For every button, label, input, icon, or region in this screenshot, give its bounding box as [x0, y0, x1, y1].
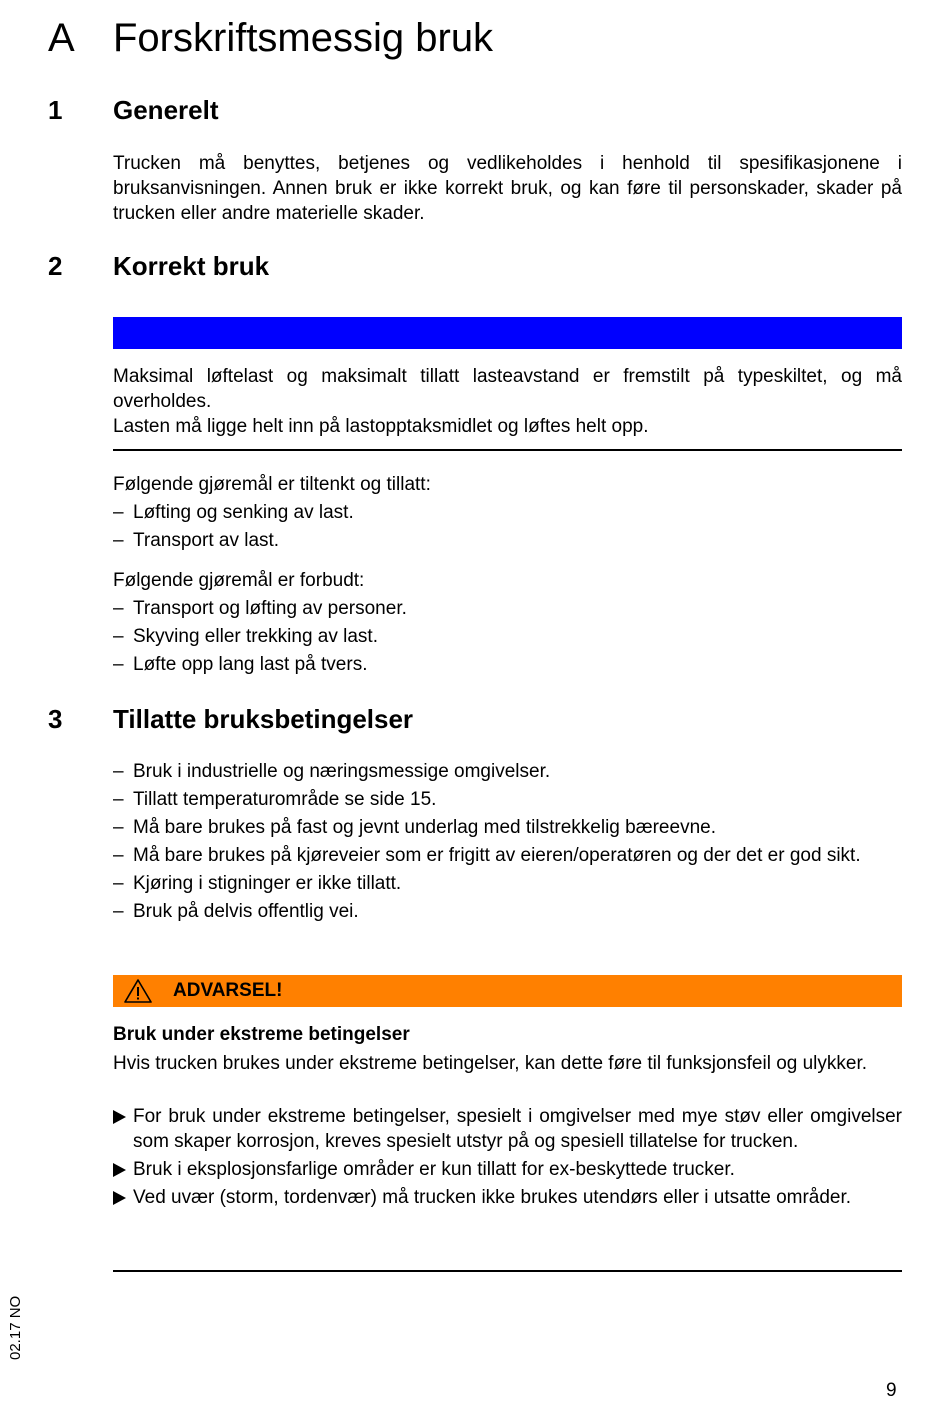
list-item: – Skyving eller trekking av last.: [113, 626, 378, 647]
list-item: – Løfte opp lang last på tvers.: [113, 654, 368, 675]
list-item: Ved uvær (storm, tordenvær) må trucken ikke brukes utendørs eller i utsatte områder.: [113, 1185, 902, 1210]
list-item: – Transport og løfting av personer.: [113, 598, 407, 619]
warning-actions: [113, 1104, 902, 1210]
warning-divider: [113, 1270, 902, 1272]
list-item: – Bruk på delvis offentlig vei.: [113, 901, 359, 922]
notice-bar: [113, 317, 902, 349]
warning-label: ADVARSEL!: [173, 980, 283, 1001]
chapter-title: Forskriftsmessig bruk: [113, 16, 494, 60]
forbidden-list: [113, 597, 902, 677]
allowed-intro: Følgende gjøremål er tiltenkt og tillatt:: [113, 474, 431, 495]
list-item: – Bruk i industrielle og næringsmessige omgivelser.: [113, 761, 551, 782]
section-1-title: Generelt: [113, 95, 219, 125]
list-item: – Transport av last.: [113, 530, 280, 551]
document-code: 02.17 NO: [7, 1295, 24, 1360]
notice-line-1: Maksimal løftelast og maksimalt tillatt lasteavstand er fremstilt på typeskiltet, og må overholdes.: [113, 366, 902, 412]
list-item: – Må bare brukes på kjøreveier som er frigitt av eieren/operatøren og der det er god sikt.: [113, 845, 861, 866]
arrow-bullet-icon: [113, 1110, 126, 1124]
section-2-title: Korrekt bruk: [113, 251, 270, 281]
arrow-bullet-icon: [113, 1191, 126, 1205]
section-3-title: Tillatte bruksbetingelser: [113, 704, 414, 734]
list-item: – Kjøring i stigninger er ikke tillatt.: [113, 873, 402, 894]
warning-heading: Bruk under ekstreme betingelser: [113, 1024, 410, 1045]
section-2-number: 2: [48, 251, 63, 281]
page-number: 9: [886, 1380, 897, 1401]
list-item: – Må bare brukes på fast og jevnt underlag med tilstrekkelig bæreevne.: [113, 817, 716, 838]
warning-triangle-icon: [123, 978, 153, 1004]
list-item: For bruk under ekstreme betingelser, spesielt i omgivelser med mye støv eller omgivelser som skaper korrosjon, kreves spesielt utstyr på og spesiell tillatelse for trucken.: [113, 1104, 902, 1154]
conditions-list: [113, 760, 902, 924]
allowed-list: [113, 501, 902, 553]
chapter-letter: A: [48, 16, 75, 60]
section-3-number: 3: [48, 704, 63, 734]
notice-line-2: Lasten må ligge helt inn på lastopptaksmidlet og løftes helt opp.: [113, 416, 649, 437]
notice-divider: [113, 449, 902, 451]
warning-bar: [113, 975, 902, 1007]
arrow-bullet-icon: [113, 1163, 126, 1177]
generelt-paragraph: Trucken må benyttes, betjenes og vedlikeholdes i henhold til spesifikasjonene i bruksanvisningen. Annen bruk er ikke korrekt bruk, og kan føre til personskader, skader på trucken eller andre materielle skader.: [113, 153, 902, 224]
list-item: Bruk i eksplosjonsfarlige områder er kun tillatt for ex-beskyttede trucker.: [113, 1157, 902, 1182]
warning-text: Hvis trucken brukes under ekstreme betingelser, kan dette føre til funksjonsfeil og ulykker.: [113, 1053, 868, 1074]
list-item: – Tillatt temperaturområde se side 15.: [113, 789, 437, 810]
forbidden-intro: Følgende gjøremål er forbudt:: [113, 570, 365, 591]
list-item: – Løfting og senking av last.: [113, 502, 354, 523]
section-1-number: 1: [48, 95, 63, 125]
